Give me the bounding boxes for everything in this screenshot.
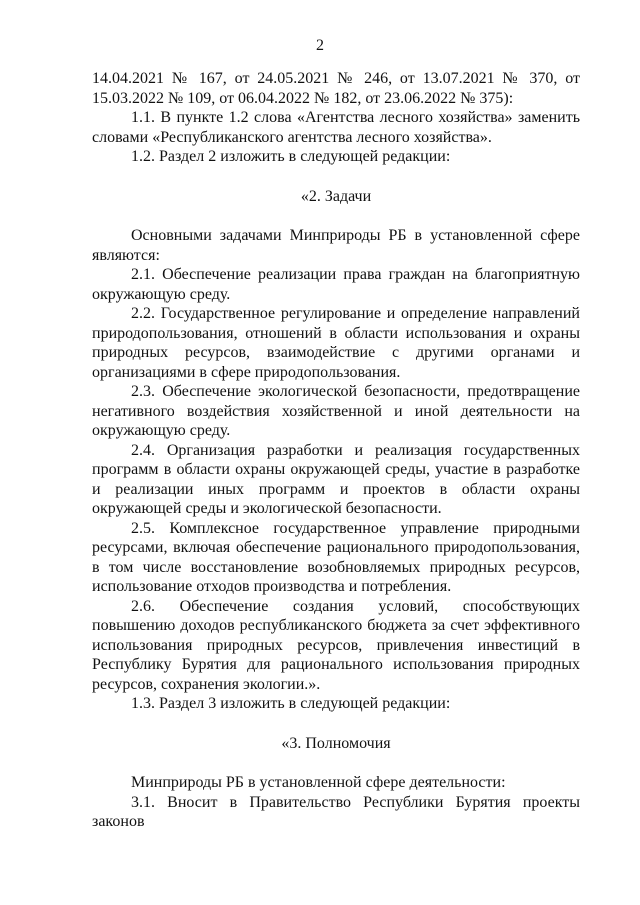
paragraph-2-5: 2.5. Комплексное государственное управление природными ресурсами, включая обеспечение рационального природопользования, в том числе восстановление возобновляемых природных ресурсов, использование отходов производства и потребления. <box>92 519 580 595</box>
paragraph-2-1: 2.1. Обеспечение реализации права граждан на благоприятную окружающую среду. <box>92 266 580 303</box>
paragraph-tasks-intro: Основными задачами Минприроды РБ в установленной сфере являются: <box>92 227 580 264</box>
paragraph-2-4: 2.4. Организация разработки и реализация государственных программ в области охраны окружающей среды, участие в разработке и реализации иных программ и проектов в области охраны окружающей среды и экологической безопасности. <box>92 441 580 517</box>
paragraph-3-1: 3.1. Вносит в Правительство Республики Бурятия проекты законов <box>92 793 580 830</box>
paragraph-2-2: 2.2. Государственное регулирование и определение направлений природопользования, отношений в области использования и охраны природных ресурсов, взаимодействие с другими органами и организациями в сфере природопользования. <box>92 305 580 381</box>
paragraph-2-6: 2.6. Обеспечение создания условий, способствующих повышению доходов республиканского бюджета за счет эффективного использования природных ресурсов, привлечения инвестиций в Республику Бурятия для рационального использования природных ресурсов, сохранения экологии.». <box>92 597 580 693</box>
section-heading-powers: «3. Полномочия <box>281 734 391 752</box>
paragraph-1-3: 1.3. Раздел 3 изложить в следующей редакции: <box>131 695 451 712</box>
document-body <box>92 69 580 832</box>
section-heading-tasks: «2. Задачи <box>300 187 372 205</box>
page-number: 2 <box>316 37 324 54</box>
paragraph-powers-intro: Минприроды РБ в установленной сфере деятельности: <box>131 774 506 791</box>
paragraph-1-1: 1.1. В пункте 1.2 слова «Агентства лесного хозяйства» заменить словами «Республиканского агентства лесного хозяйства». <box>92 109 580 146</box>
paragraph-1-2: 1.2. Раздел 2 изложить в следующей редакции: <box>131 148 451 165</box>
paragraph-2-3: 2.3. Обеспечение экологической безопасности, предотвращение негативного воздействия хозяйственной и иной деятельности на окружающую среду. <box>92 383 580 439</box>
paragraph-amendment-list: 14.04.2021 № 167, от 24.05.2021 № 246, от 13.07.2021 № 370, от 15.03.2022 № 109, от 06.04.2022 № 182, от 23.06.2022 № 375): <box>92 70 580 107</box>
